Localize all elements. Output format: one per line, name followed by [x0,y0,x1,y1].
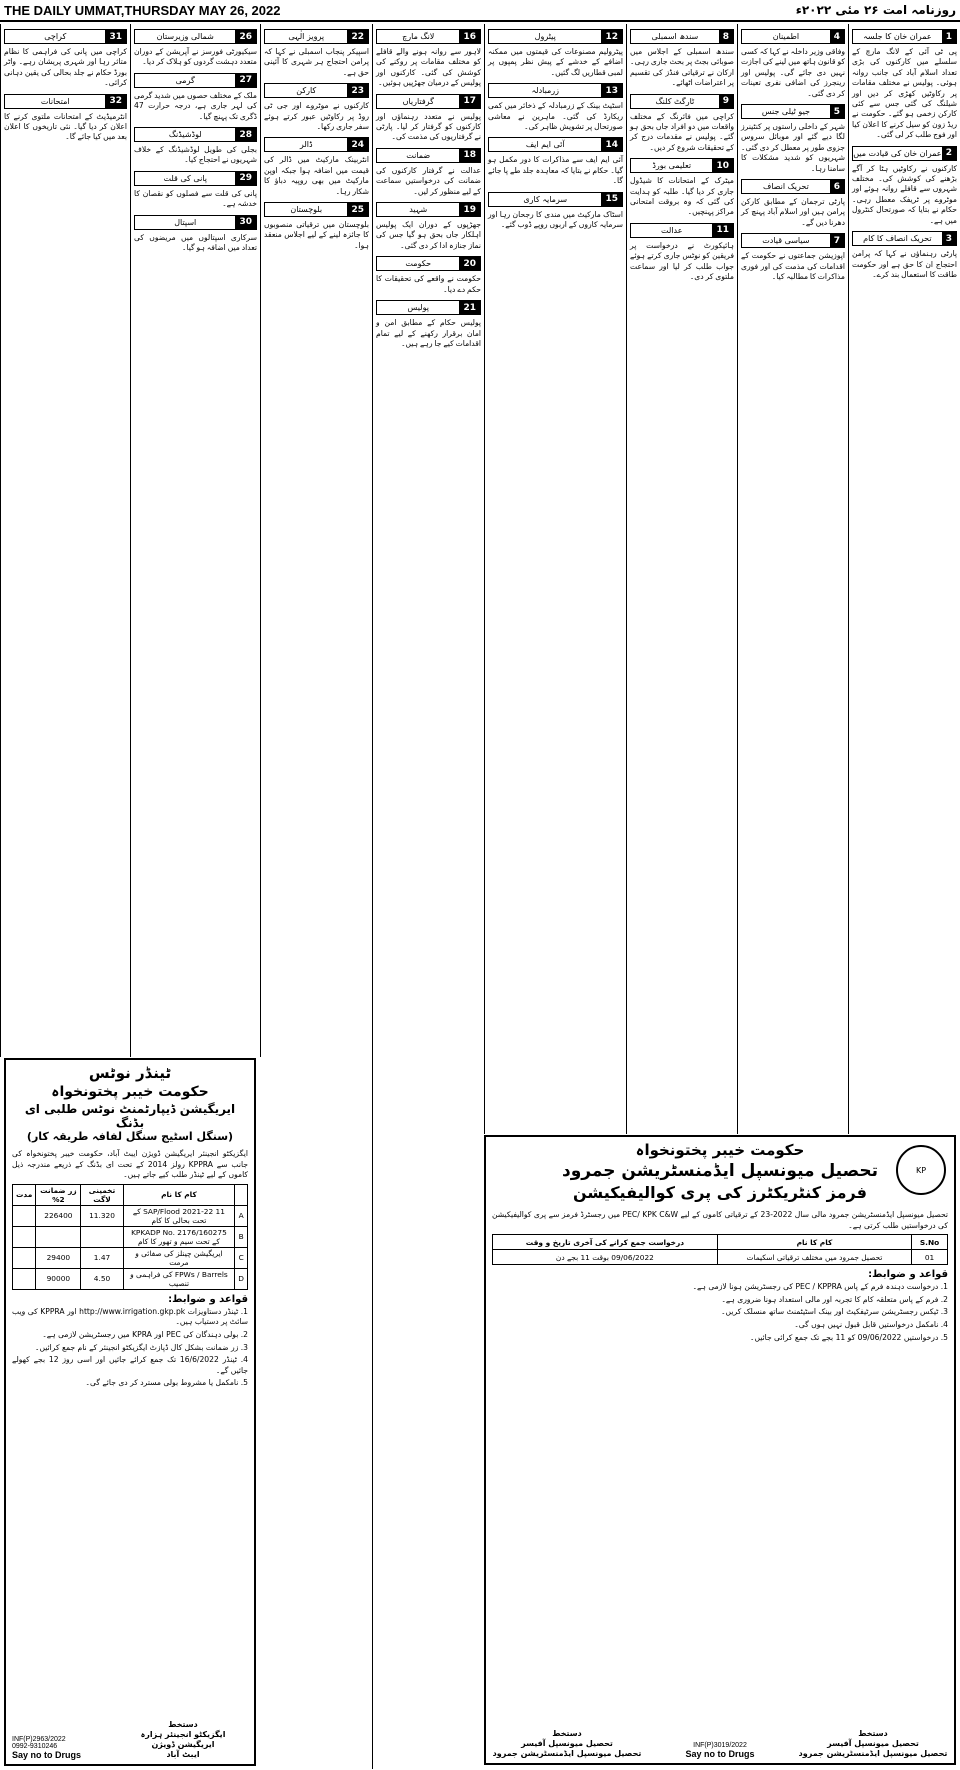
section-header [852,146,957,161]
section-header [264,137,369,152]
ad-right-intro: تحصیل میونسپل ایڈمنسٹریشن جمرود مالی سال 2022-23 کے ترقیاتی کاموں کے لیے PEC/ KPK C&W میں رجسٹرڈ فرمز سے پری کوالیفیکیشن کی درخواستیں طلب کرتی ہے۔ [492,1210,949,1230]
section-header [376,202,481,217]
table-header-cell: مدت [13,1184,36,1205]
table-cell [36,1226,81,1247]
ad-right-rules [492,1282,948,1343]
section-header [741,104,845,119]
section-title: شمالی وزیرستان [156,32,214,41]
section-header [134,215,257,230]
rule-item: 3. ٹیکس رجسٹریشن سرٹیفکیٹ اور بینک اسٹیٹمنٹ ساتھ منسلک کریں۔ [721,1307,948,1317]
section-header [630,158,734,173]
news-column [372,24,484,1769]
section-body: پیٹرولیم مصنوعات کی قیمتوں میں ممکنہ اضافے کے خدشے کے پیش نظر پمپوں پر لمبی قطاریں لگ گئیں۔ [488,47,623,77]
section-header [741,179,845,194]
rule-item: 1. درخواست دہندہ فرم کے پاس PEC / KPPRA کی رجسٹریشن ہونا لازمی ہے۔ [692,1282,948,1292]
section-body: اسپیکر پنجاب اسمبلی نے کہا کہ پرامن احتجاج ہر شہری کا آئینی حق ہے۔ [264,47,369,77]
news-column [484,24,626,1134]
section-body: لاہور سے روانہ ہونے والے قافلے کو مختلف مقامات پر روکنے کی کوشش کی گئی۔ کارکنوں اور پولیس کے درمیان جھڑپیں ہوئیں۔ [376,47,481,88]
table-cell: FPWs / Barrels کی فراہمی و تنصیب [123,1268,235,1289]
ad-right-center [652,1742,788,1759]
section-body: کراچی میں پانی کی فراہمی کا نظام متاثر رہا اور شہری پریشان رہے۔ واٹر بورڈ حکام نے جلد بحالی کی یقین دہانی کرائی۔ [4,47,127,88]
section-title: تحریک انصاف کا کام [863,234,932,244]
section-title: لانگ مارچ [402,32,435,41]
section-body: کارکنوں نے رکاوٹیں ہٹا کر آگے بڑھنے کی کوشش کی۔ مختلف شہروں سے قافلے روانہ ہوئے اور موٹروے پر ٹریفک معطل رہی۔ حکام نے بتایا کہ صورتحال کنٹرول میں ہے۔ [852,163,957,225]
section-body: بلوچستان میں ترقیاتی منصوبوں کا جائزہ لینے کے لیے اجلاس منعقد ہوا۔ [264,220,369,250]
ad-right-rules-title: قواعد و ضوابط: [868,1269,948,1281]
news-column [848,24,960,1134]
section-number: 9 [719,95,733,108]
section-number: 26 [235,30,256,43]
section-header [376,94,481,109]
section-title: عدالت [660,225,683,235]
section-number: 16 [459,30,480,43]
ad-left-line4: (سنگل اسٹیج سنگل لفافہ طریقہ کار) [26,1130,234,1143]
section-body: ملک کے مختلف حصوں میں شدید گرمی کی لہر جاری ہے، درجہ حرارت 47 ڈگری تک پہنچ گیا۔ [134,90,257,121]
section-number: 7 [830,234,844,247]
section-header [852,231,957,246]
table-cell: 90000 [36,1268,81,1289]
ad-right-ref: INF(P)3019/2022 [693,1742,747,1749]
table-cell: 29400 [36,1247,81,1268]
table-row [13,1226,248,1247]
section-title: سندھ اسمبلی [651,32,699,41]
ad-left-intro: ایگزیکٹو انجینئر ایریگیشن ڈویژن ایبٹ آباد، حکومت خیبر پختونخواہ کی جانب سے KPPRA رولز 2014 کے تحت ای بڈنگ کے ذریعے مندرجہ ذیل کاموں کے لیے ٹینڈر طلب کیے جاتے ہیں۔ [12,1149,249,1180]
section-title: ٹارگٹ کلنگ [655,96,695,106]
section-header [630,223,734,238]
section-title: سرمایہ کاری [523,194,568,204]
section-header [852,29,957,44]
news-column [260,24,372,1057]
table-cell: A [235,1205,248,1226]
section-number: 4 [830,30,844,43]
section-title: پانی کی قلت [163,173,207,183]
section-header [4,29,127,44]
ad-right-sig-left: دستخط تحصیل میونسپل آفیسر تحصیل میونسپل ایڈمنسٹریشن جمرود [492,1729,642,1758]
section-header [488,83,623,98]
section-number: 12 [601,30,622,43]
ad-right-line2: تحصیل میونسپل ایڈمنسٹریشن جمرود [562,1161,878,1181]
section-title: گرفتاریاں [402,96,434,106]
section-body: میٹرک کے امتحانات کا شیڈول جاری کر دیا گیا۔ طلبہ کو ہدایت کی گئی کہ وہ بروقت امتحانی مراکز پہنچیں۔ [630,176,734,217]
section-title: پولیس [407,303,429,313]
ad-left-rules [12,1307,248,1389]
section-body: کارکنوں نے موٹروے اور جی ٹی روڈ پر رکاوٹیں عبور کرتے ہوئے سفر جاری رکھا۔ [264,101,369,132]
section-header [134,171,257,186]
ad-left-sig: دستخط ایگزیکٹو انجینئر ہزارہ ایریگیشن ڈویژن ایبٹ آباد [140,1720,226,1759]
rule-item: 4. نامکمل درخواستیں قابل قبول نہیں ہوں گی۔ [794,1319,948,1329]
section-number: 25 [347,203,368,216]
table-header-cell [235,1184,248,1205]
section-body: شہر کے داخلی راستوں پر کنٹینرز لگا دیے گئے اور موبائل سروس جزوی طور پر معطل کر دی گئی۔ شہریوں کو شدید مشکلات کا سامنا رہا۔ [741,122,845,173]
section-body: انٹربینک مارکیٹ میں ڈالر کی قیمت میں اضافہ ہوا جبکہ اوپن مارکیٹ میں بھی روپیہ دباؤ کا شکار رہا۔ [264,155,369,196]
section-header [630,29,734,44]
section-body: پولیس حکام کے مطابق امن و امان برقرار رکھنے کے لیے تمام اقدامات کیے جا رہے ہیں۔ [376,318,481,348]
section-header [376,29,481,44]
table-cell: KPKADP No. 2176/160275 کے تحت سیم و تھور کا کام [123,1226,235,1247]
section-number: 3 [942,232,956,245]
table-header-cell: زر ضمانت 2% [36,1184,81,1205]
rule-item: 2. بولی دہندگان کی PEC اور KPRA میں رجسٹریشن لازمی ہے۔ [42,1329,248,1339]
section-body: اسٹاک مارکیٹ میں مندی کا رجحان رہا اور سرمایہ کاروں کے اربوں روپے ڈوب گئے۔ [488,209,623,230]
section-title: حکومت [405,259,432,269]
table-cell: 09/06/2022 بوقت 11 بجے دن [493,1250,718,1265]
rule-item: 5. نامکمل یا مشروط بولی مسترد کر دی جائے گی۔ [85,1378,248,1388]
section-body: اپوزیشن جماعتوں نے حکومت کے اقدامات کی مذمت کی اور فوری مذاکرات کا مطالبہ کیا۔ [741,251,845,282]
section-number: 17 [459,95,480,108]
section-header [488,137,623,152]
section-number: 13 [601,84,622,97]
section-body: ہائیکورٹ نے درخواست پر فریقین کو نوٹس جاری کرتے ہوئے جواب طلب کر لیا اور سماعت ملتوی کر دی۔ [630,240,734,282]
ad-right-slogan: Say no to Drugs [685,1749,755,1759]
section-header [376,148,481,163]
section-title: زرمبادلہ [531,86,560,96]
news-column [130,24,260,1057]
rule-item: 3. زر ضمانت بشکل کال ڈپازٹ ایگزیکٹو انجینئر کے نام جمع کرائیں۔ [35,1342,248,1352]
section-number: 27 [235,74,256,87]
table-cell [13,1226,36,1247]
news-column [737,24,848,1134]
section-number: 30 [235,216,256,229]
section-number: 21 [459,301,480,314]
section-header [264,83,369,98]
ad-right-sig-right: دستخط تحصیل میونسپل آفیسر تحصیل میونسپل ایڈمنسٹریشن جمرود [798,1729,948,1758]
news-column [0,24,130,1057]
section-body: پولیس نے متعدد رہنماؤں اور کارکنوں کو گرفتار کر لیا۔ پارٹی نے گرفتاریوں کی مذمت کی۔ [376,111,481,142]
masthead-urdu-date: روزنامہ امت ۲۶ مئی ۲۰۲۲ء [795,3,956,17]
section-body: انٹرمیڈیٹ کے امتحانات ملتوی کرنے کا اعلان کر دیا گیا۔ نئی تاریخوں کا اعلان بعد میں کیا جائے گا۔ [4,111,127,142]
section-body: سندھ اسمبلی کے اجلاس میں صوبائی بجٹ پر بحث جاری رہی۔ ارکان نے ترقیاتی فنڈز کی تقسیم پر اعتراضات اٹھائے۔ [630,47,734,88]
section-title: عمران خان کا جلسہ [863,32,932,41]
section-header [134,127,257,142]
ad-left-footer [12,1700,248,1760]
section-number: 23 [347,84,368,97]
section-title: سیاسی قیادت [762,236,810,246]
section-header [134,73,257,88]
section-header [264,202,369,217]
section-title: شہید [409,205,428,215]
section-title: امتحانات [40,96,70,106]
section-number: 10 [712,159,733,172]
section-number: 14 [601,138,622,151]
ad-left-meta [12,1736,112,1760]
section-title: تحریک انصاف [762,182,809,192]
section-title: ضمانت [406,150,431,160]
section-number: 11 [712,224,733,237]
section-header [264,29,369,44]
section-header [741,29,845,44]
section-title: لوڈشیڈنگ [168,130,202,140]
section-title: آئی ایم ایف [525,140,565,150]
masthead-english-date: THE DAILY UMMAT,THURSDAY MAY 26, 2022 [4,3,281,18]
ad-left-line3: ایریگیشن ڈیپارٹمنٹ نوٹس طلبی ای بڈنگ [24,1102,236,1130]
section-number: 22 [347,30,368,43]
section-title: گرمی [175,75,195,85]
section-number: 19 [459,203,480,216]
section-body: وفاقی وزیر داخلہ نے کہا کہ کسی کو قانون ہاتھ میں لینے کی اجازت نہیں دی جائے گی۔ پولیس اور رینجرز کی اضافی نفری تعینات کر دی گئی۔ [741,47,845,98]
rule-item: 2. فرم کے پاس متعلقہ کام کا تجربہ اور مالی استعداد ہونا ضروری ہے۔ [721,1294,948,1304]
section-number: 20 [459,257,480,270]
section-header [488,29,623,44]
section-title: اسپتال [174,217,197,227]
section-header [376,256,481,271]
table-cell: B [235,1226,248,1247]
section-number: 5 [830,105,844,118]
table-header-cell: S.No [912,1235,948,1250]
table-cell: تحصیل جمرود میں مختلف ترقیاتی اسکیمات [717,1250,911,1265]
section-body: پارٹی رہنماؤں نے کہا کہ پرامن احتجاج ان کا حق ہے اور حکومت طاقت کا استعمال بند کرے۔ [852,249,957,279]
table-cell: ایریگیشن چینلز کی صفائی و مرمت [123,1247,235,1268]
ad-right-line3: فرمز کنٹریکٹرز کی پری کوالیفیکیشن [573,1183,867,1202]
ad-right-line1: حکومت خیبر پختونخواہ [635,1141,805,1159]
section-body: عدالت نے گرفتار کارکنوں کی ضمانت کی درخواستیں سماعت کے لیے منظور کر لیں۔ [376,165,481,196]
section-body: اسٹیٹ بینک کے زرمبادلہ کے ذخائر میں کمی ریکارڈ کی گئی۔ ماہرین نے معاشی صورتحال پر تشویش ظاہر کی۔ [488,101,623,132]
rule-item: 4. ٹینڈر 16/6/2022 تک جمع کرائے جائیں اور اسی روز 12 بجے کھولے جائیں گے۔ [12,1355,248,1375]
ad-left-table [12,1184,248,1290]
ad-left-line2: حکومت خیبر پختونخواہ [51,1084,209,1100]
section-header [134,29,257,44]
table-row [13,1205,248,1226]
section-number: 32 [105,95,126,108]
table-header-cell: کام کا نام [717,1235,911,1250]
ad-left-line1: ٹینڈر نوٹس [88,1064,172,1082]
masthead [0,0,960,22]
section-header [376,300,481,315]
table-row [13,1268,248,1289]
section-number: 8 [719,30,733,43]
kp-government-logo: KP [896,1145,946,1195]
section-number: 2 [942,147,956,160]
table-header-cell: تخمینی لاگت [81,1184,123,1205]
table-cell [13,1247,36,1268]
section-title: بلوچستان [290,205,323,215]
table-cell [81,1226,123,1247]
ad-left-slogan: Say no to Drugs [12,1750,82,1760]
rule-item: 1. ٹینڈر دستاویزات http://www.irrigation.gkp.pk اور KPPRA کی ویب سائٹ پر دستیاب ہیں۔ [12,1306,248,1327]
news-column [626,24,737,1134]
section-number: 15 [601,193,622,206]
section-title: اطمینان [772,32,800,41]
ad-left-rules-title: قواعد و ضوابط: [168,1293,248,1305]
section-title: تعلیمی بورڈ [652,161,692,171]
ad-right-footer [492,1725,948,1759]
section-title: ڈالر [299,140,313,150]
table-cell: D [235,1268,248,1289]
rule-item: 5. درخواستیں 09/06/2022 کو 11 بجے تک جمع کرائی جائیں۔ [750,1332,948,1342]
ad-left-phone: 0992-9310246 [12,1743,58,1750]
section-body: کراچی میں فائرنگ کے مختلف واقعات میں دو افراد جاں بحق ہو گئے۔ پولیس نے مقدمات درج کر کے تحقیقات شروع کر دیں۔ [630,111,734,152]
table-row [13,1247,248,1268]
ad-right-table [492,1234,948,1265]
table-cell [13,1205,36,1226]
section-body: سرکاری اسپتالوں میں مریضوں کی تعداد میں اضافہ ہو گیا۔ [134,232,257,253]
section-title: عمران خان کی قیادت میں [853,148,942,158]
section-number: 24 [347,138,368,151]
section-number: 18 [459,149,480,162]
section-body: پی ٹی آئی کے لانگ مارچ کے سلسلے میں کارکنوں کی بڑی تعداد اسلام آباد کی جانب روانہ ہوئی۔ پولیس نے مختلف مقامات پر رکاوٹیں کھڑی کر دیں اور شیلنگ کی گئی جس سے کئی کارکن زخمی ہو گئے۔ حکومت نے ریڈ زون کو سیل کرنے کا اعلان کیا اور فوج طلب کر لی گئی۔ [852,47,957,140]
table-cell: 226400 [36,1205,81,1226]
section-body: حکومت نے واقعے کی تحقیقات کا حکم دے دیا۔ [376,274,481,294]
ad-irrigation-tender [4,1058,256,1766]
section-body: جھڑپوں کے دوران ایک پولیس اہلکار جاں بحق ہو گیا جس کی نماز جنازہ ادا کر دی گئی۔ [376,220,481,250]
table-cell: 1.47 [81,1247,123,1268]
section-title: کراچی [44,32,67,41]
section-header [741,233,845,248]
section-body: پانی کی قلت سے فصلوں کو نقصان کا خدشہ ہے۔ [134,188,257,209]
section-number: 6 [830,180,844,193]
table-cell: 11.320 [81,1205,123,1226]
table-cell: C [235,1247,248,1268]
table-cell: 01 [912,1250,948,1265]
section-title: پیٹرول [534,32,556,41]
table-header-cell: درخواست جمع کرانے کی آخری تاریخ و وقت [493,1235,718,1250]
ad-left-ref: INF(P)2963/2022 [12,1736,66,1743]
section-title: پرویز الٰہی [288,32,325,41]
section-body: پارٹی ترجمان کے مطابق کارکن پرامن ہیں اور اسلام آباد پہنچ کر دھرنا دیں گے۔ [741,197,845,227]
section-header [630,94,734,109]
table-cell: SAP/Flood 2021-22 11 کے تحت بحالی کا کام [123,1205,235,1226]
table-row [493,1250,948,1265]
section-body: سیکیورٹی فورسز نے آپریشن کے دوران متعدد دہشت گردوں کو ہلاک کر دیا۔ [134,47,257,67]
table-header-cell: کام کا نام [123,1184,235,1205]
section-body: آئی ایم ایف سے مذاکرات کا دور مکمل ہو گیا۔ حکام نے بتایا کہ معاہدہ جلد طے پا جائے گا۔ [488,155,623,186]
section-number: 29 [235,172,256,185]
section-number: 28 [235,128,256,141]
table-cell [13,1268,36,1289]
table-cell: 4.50 [81,1268,123,1289]
section-header [4,94,127,109]
section-title: جیو ٹیلی جنس [761,107,810,117]
section-title: کارکن [296,86,317,96]
section-header [488,192,623,207]
ad-tma-jamrud [484,1135,956,1765]
section-number: 1 [942,30,956,43]
section-number: 31 [105,30,126,43]
section-body: بجلی کی طویل لوڈشیڈنگ کے خلاف شہریوں نے احتجاج کیا۔ [134,145,257,165]
